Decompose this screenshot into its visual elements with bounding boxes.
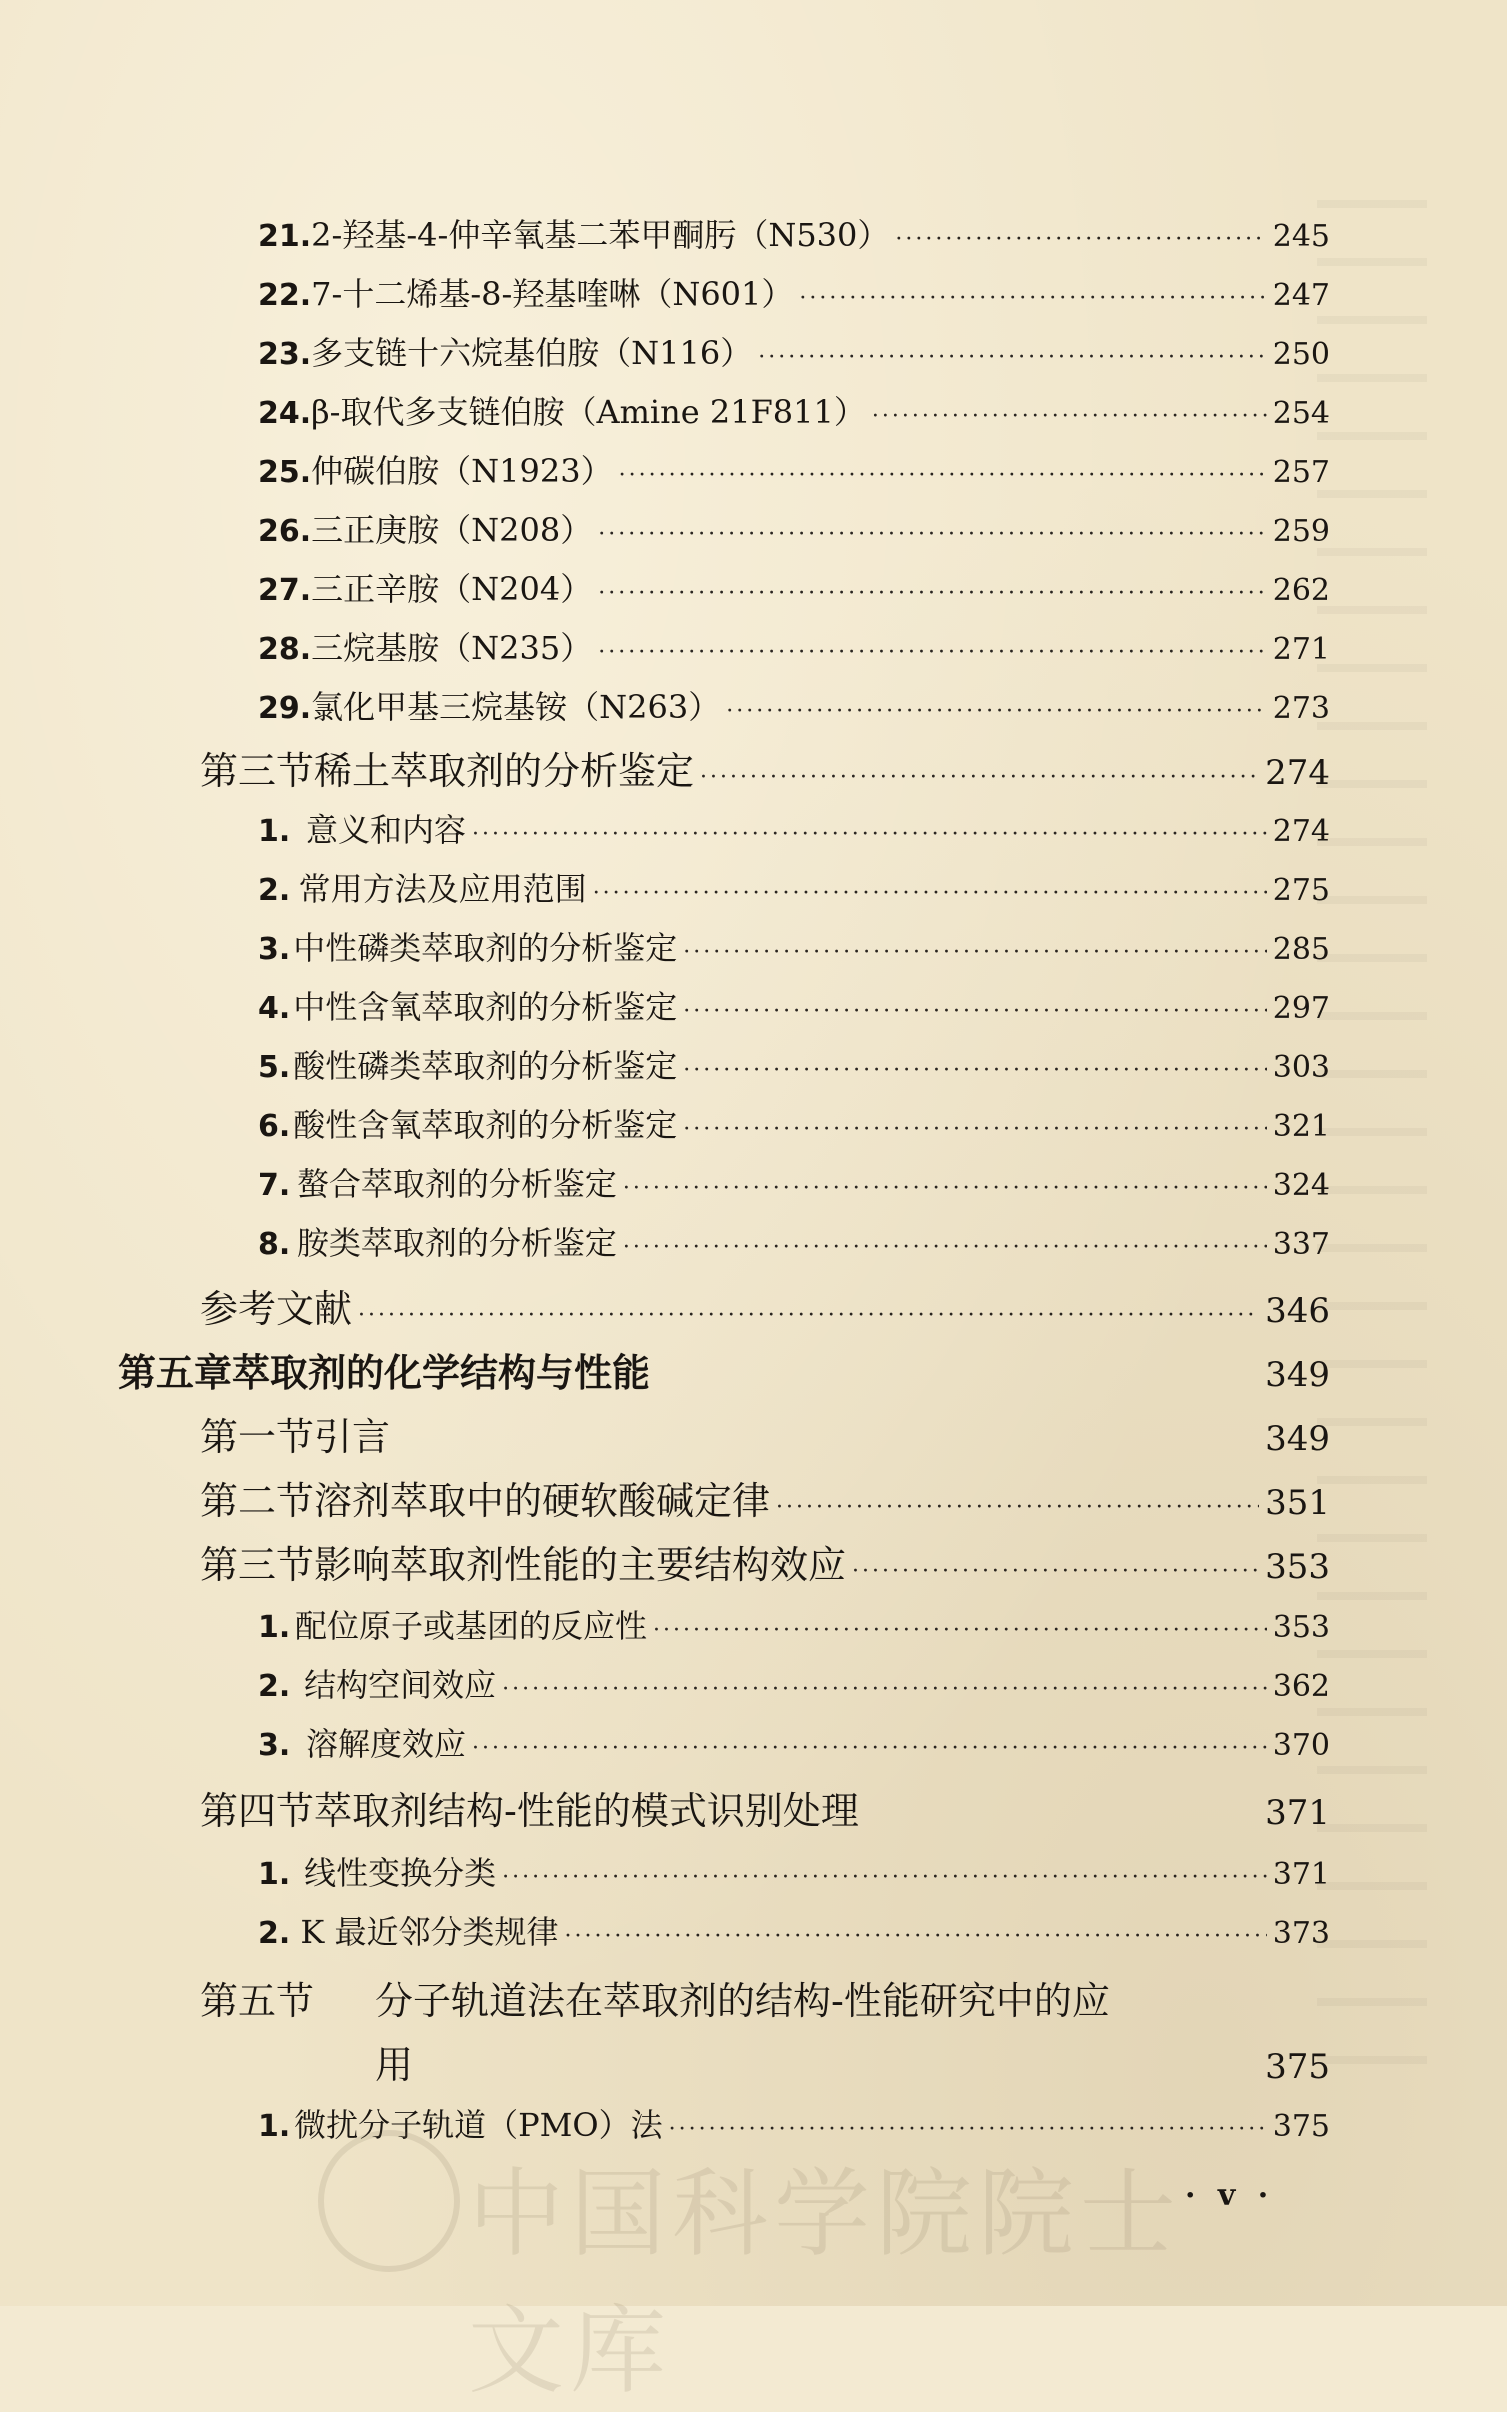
entry-title: 氯化甲基三烷基铵（N263） (311, 688, 721, 726)
entry-number: 24. (258, 396, 312, 431)
entry-title: 意义和内容 (305, 811, 466, 849)
dot-leader (683, 1058, 1267, 1083)
dot-leader (799, 286, 1266, 311)
section-page: 375 (1265, 2047, 1330, 2087)
entry-page: 247 (1272, 278, 1330, 313)
toc-entry (258, 1848, 1330, 1894)
toc-section (200, 1406, 1330, 1461)
entry-page: 250 (1272, 337, 1330, 372)
section-title-line1: 分子轨道法在萃取剂的结构-性能研究中的应 (375, 1979, 1110, 2023)
dot-leader (872, 404, 1267, 429)
entry-number: 8. (258, 1227, 291, 1262)
toc-entry (258, 1719, 1330, 1765)
entry-title: 仲碳伯胺（N1923） (311, 452, 613, 490)
entry-title: 螯合萃取剂的分析鉴定 (296, 1165, 617, 1203)
toc-entry (258, 805, 1330, 851)
entry-number: 29. (258, 691, 312, 726)
dot-leader (619, 463, 1267, 488)
watermark-text: 中国科学院院士文库 (468, 2158, 1182, 2407)
dot-leader (700, 765, 1259, 790)
toc-section-line2 (375, 2034, 1330, 2089)
toc-section (200, 1534, 1330, 1589)
section-number: 第一节 (200, 1415, 315, 1459)
dot-leader (683, 999, 1267, 1024)
references-title: 参考文献 (200, 1287, 353, 1331)
dot-leader (852, 1559, 1259, 1584)
entry-number: 27. (258, 573, 312, 608)
entry-page: 259 (1272, 514, 1330, 549)
section-page: 353 (1265, 1547, 1330, 1587)
entry-page: 285 (1272, 932, 1330, 967)
toc-entry (258, 682, 1330, 728)
toc-section (200, 740, 1330, 795)
bleed-through-shadow (1317, 200, 1427, 2100)
entry-page: 375 (1272, 2109, 1330, 2144)
toc-section (200, 1780, 1330, 1835)
toc-entry (258, 328, 1330, 374)
entry-number: 2. (258, 1916, 291, 1951)
dot-leader (564, 1924, 1266, 1949)
entry-title: 中性磷类萃取剂的分析鉴定 (293, 929, 678, 967)
chapter-number: 第五章 (118, 1351, 233, 1395)
toc-entry (258, 864, 1330, 910)
toc-section-line1 (200, 1970, 1110, 2025)
section-page: 274 (1265, 753, 1330, 793)
toc-entry (258, 1041, 1330, 1087)
entry-number: 26. (258, 514, 312, 549)
entry-number: 21. (258, 219, 312, 254)
toc-entry (258, 387, 1330, 433)
entry-page: 321 (1272, 1109, 1330, 1144)
section-number: 第三节 (200, 1543, 315, 1587)
toc-entry (258, 1100, 1330, 1146)
toc-entry (258, 1159, 1330, 1205)
entry-page: 245 (1272, 219, 1330, 254)
section-number: 第四节 (200, 1789, 315, 1833)
chapter-title: 萃取剂的化学结构与性能 (232, 1351, 651, 1395)
dot-leader (472, 822, 1267, 847)
toc-entry (258, 923, 1330, 969)
dot-leader (593, 881, 1267, 906)
section-title: 影响萃取剂性能的主要结构效应 (314, 1543, 847, 1587)
entry-page: 297 (1272, 991, 1330, 1026)
toc-entry (258, 505, 1330, 551)
section-page: 349 (1265, 1419, 1330, 1459)
toc-references (200, 1278, 1330, 1333)
toc-entry (258, 1660, 1330, 1706)
entry-number: 5. (258, 1050, 291, 1085)
entry-number: 2. (258, 1669, 291, 1704)
entry-title: 三正庚胺（N208） (311, 511, 593, 549)
section-title: 引言 (314, 1415, 391, 1459)
toc-entry (258, 623, 1330, 669)
section-number: 第五节 (200, 1979, 315, 2023)
section-page: 371 (1265, 1793, 1330, 1833)
dot-leader (598, 640, 1266, 665)
entry-number: 3. (258, 932, 291, 967)
entry-title: 中性含氧萃取剂的分析鉴定 (293, 988, 678, 1026)
toc-entry (258, 564, 1330, 610)
dot-leader (623, 1235, 1267, 1260)
entry-page: 275 (1272, 873, 1330, 908)
toc-entry (258, 2100, 1330, 2146)
entry-number: 1. (258, 1610, 291, 1645)
dot-leader (472, 1736, 1267, 1761)
entry-title: 常用方法及应用范围 (298, 870, 587, 908)
entry-title: K 最近邻分类规律 (300, 1913, 559, 1951)
dot-leader (726, 699, 1266, 724)
toc-entry (258, 210, 1330, 256)
entry-title: 溶解度效应 (305, 1725, 466, 1763)
entry-number: 1. (258, 1857, 291, 1892)
entry-page: 262 (1272, 573, 1330, 608)
entry-title: 胺类萃取剂的分析鉴定 (296, 1224, 617, 1262)
entry-title: 三烷基胺（N235） (311, 629, 593, 667)
entry-number: 6. (258, 1109, 291, 1144)
toc-chapter (118, 1342, 1330, 1397)
references-page: 346 (1265, 1291, 1330, 1331)
toc-entry (258, 1601, 1330, 1647)
dot-leader (623, 1176, 1267, 1201)
toc-entry (258, 1907, 1330, 1953)
entry-page: 274 (1272, 814, 1330, 849)
entry-number: 23. (258, 337, 312, 372)
entry-page: 324 (1272, 1168, 1330, 1203)
section-title-line2: 用 (375, 2043, 414, 2087)
section-title: 溶剂萃取中的硬软酸碱定律 (314, 1479, 771, 1523)
entry-number: 2. (258, 873, 291, 908)
entry-title: 结构空间效应 (304, 1666, 497, 1704)
page-marker: · v · (1185, 2178, 1275, 2213)
entry-title: 7-十二烯基-8-羟基喹啉（N601） (311, 275, 794, 313)
entry-number: 28. (258, 632, 312, 667)
entry-title: 配位原子或基团的反应性 (295, 1607, 648, 1645)
toc-section (200, 1470, 1330, 1525)
dot-leader (758, 345, 1266, 370)
dot-leader (502, 1865, 1267, 1890)
section-title: 萃取剂结构-性能的模式识别处理 (314, 1789, 859, 1833)
entry-title: 酸性磷类萃取剂的分析鉴定 (293, 1047, 678, 1085)
dot-leader (598, 522, 1266, 547)
dot-leader (598, 581, 1266, 606)
dot-leader (683, 1117, 1267, 1142)
toc-entry (258, 446, 1330, 492)
dot-leader (669, 2117, 1267, 2142)
entry-title: 三正辛胺（N204） (311, 570, 593, 608)
entry-page: 337 (1272, 1227, 1330, 1262)
section-number: 第二节 (200, 1479, 315, 1523)
toc-entry (258, 1218, 1330, 1264)
dot-leader (502, 1677, 1267, 1702)
toc-entry (258, 269, 1330, 315)
entry-page: 273 (1272, 691, 1330, 726)
section-page: 351 (1265, 1483, 1330, 1523)
dot-leader (683, 940, 1267, 965)
entry-title: 酸性含氧萃取剂的分析鉴定 (293, 1106, 678, 1144)
entry-page: 271 (1272, 632, 1330, 667)
entry-number: 1. (258, 814, 291, 849)
entry-number: 22. (258, 278, 312, 313)
section-number: 第三节 (200, 749, 315, 793)
section-title: 稀土萃取剂的分析鉴定 (314, 749, 695, 793)
entry-title: 线性变换分类 (304, 1854, 497, 1892)
entry-number: 7. (258, 1168, 291, 1203)
entry-title: 多支链十六烷基伯胺（N116） (311, 334, 753, 372)
entry-page: 362 (1272, 1669, 1330, 1704)
entry-page: 303 (1272, 1050, 1330, 1085)
entry-page: 370 (1272, 1728, 1330, 1763)
entry-page: 257 (1272, 455, 1330, 490)
dot-leader (895, 227, 1266, 252)
entry-page: 353 (1272, 1610, 1330, 1645)
entry-number: 25. (258, 455, 312, 490)
entry-title: 微扰分子轨道（PMO）法 (294, 2106, 663, 2144)
entry-number: 1. (258, 2109, 291, 2144)
dot-leader (358, 1303, 1259, 1328)
dot-leader (653, 1618, 1267, 1643)
entry-title: β-取代多支链伯胺（Amine 21F811） (311, 393, 866, 431)
dot-leader (776, 1495, 1259, 1520)
entry-page: 371 (1272, 1857, 1330, 1892)
entry-number: 3. (258, 1728, 291, 1763)
toc-entry (258, 982, 1330, 1028)
entry-title: 2-羟基-4-仲辛氧基二苯甲酮肟（N530） (311, 216, 890, 254)
seal-icon (318, 2130, 460, 2272)
chapter-page: 349 (1265, 1355, 1330, 1395)
entry-number: 4. (258, 991, 291, 1026)
entry-page: 373 (1272, 1916, 1330, 1951)
entry-page: 254 (1272, 396, 1330, 431)
